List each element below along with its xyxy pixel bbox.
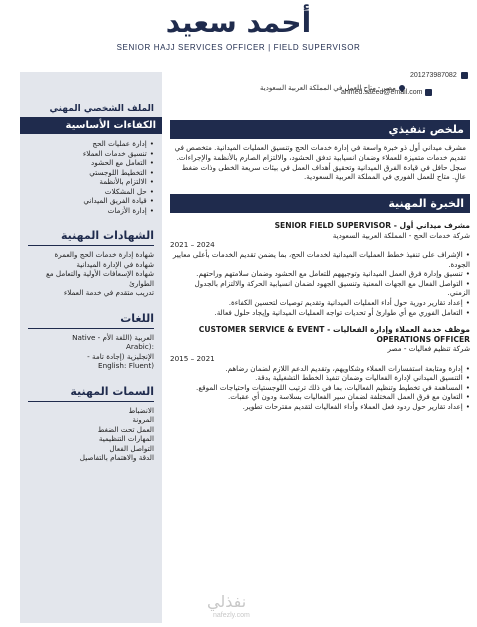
list-item: • إعداد تقارير دورية حول أداء العمليات الميدانية وتقديم توصيات لتحسين الكفاءة. <box>170 298 470 308</box>
experience-header: الخبرة المهنية <box>170 194 470 213</box>
certificate-item: تدريب متقدم في خدمة العملاء <box>63 288 154 297</box>
job-bullets <box>170 364 470 412</box>
location-text: مصر - متاح للعمل في المملكة العربية السعودية <box>260 85 396 92</box>
trait-item: الانضباط <box>128 405 154 415</box>
main-content <box>170 120 470 411</box>
certificate-item: شهادة في الإدارة الميدانية <box>76 259 154 269</box>
traits-title: السمات المهنية <box>70 384 154 398</box>
job-org: شركة خدمات الحج - المملكة العربية السعودية <box>332 230 470 240</box>
resume-header <box>0 0 477 66</box>
job-title: مشرف ميداني أول - SENIOR FIELD SUPERVISOR <box>274 221 470 231</box>
trait-item: المرونة <box>132 415 154 424</box>
mail-icon <box>425 89 432 96</box>
job-subtitle: SENIOR HAJJ SERVICES OFFICER | FIELD SUPERVISOR <box>116 43 361 52</box>
job-title: موظف خدمة العملاء وإدارة الفعاليات - CUSTOMER SERVICE & EVENT OPERATIONS OFFICER <box>198 325 470 344</box>
job-org: شركة تنظيم فعاليات - مصر <box>387 344 470 354</box>
list-item: • التواصل الفعال مع الجهات المعنية وتنسيق الجهود لضمان انسيابية الحركة والالتزام بالجدول الزمني. <box>170 279 470 298</box>
phone-icon <box>461 72 468 79</box>
job-date: 2015 – 2021 <box>170 353 215 363</box>
list-item: • التعامل مع الحشود <box>28 158 154 168</box>
job-entry <box>170 325 470 411</box>
contact-info <box>260 72 470 92</box>
trait-item: العمل تحت الضغط <box>97 424 154 434</box>
list-item: • المساهمة في تخطيط وتنظيم الفعاليات، بما في ذلك ترتيب اللوجستيات واحتياجات الموقع. <box>170 383 470 393</box>
job-bullets <box>170 250 470 317</box>
list-item: • حل المشكلات <box>28 187 154 197</box>
profile-title: الملف الشخصي المهني <box>49 104 154 114</box>
section-divider <box>28 401 154 402</box>
list-item: • التنسيق الميداني لإدارة الفعاليات وضمان تنفيذ الخطط التشغيلية بدقة. <box>170 373 470 383</box>
watermark-logo: نفذلي <box>207 592 247 611</box>
certificate-item: شهادة إدارة خدمات الحج والعمرة <box>54 250 154 259</box>
watermark-url: nafezly.com <box>213 612 250 619</box>
list-item: • إدارة ومتابعة استفسارات العملاء وشكاويهم، وتقديم الدعم اللازم لضمان رضاهم. <box>170 364 470 374</box>
job-entry <box>170 221 470 317</box>
summary-header: ملخص تنفيذي <box>170 120 470 139</box>
email-row <box>341 89 432 96</box>
trait-item: التواصل الفعال <box>109 443 154 453</box>
summary-text: مشرف ميداني أول ذو خبرة واسعة في إدارة خدمات الحج وتنسيق العمليات الميدانية. متخصص في تقديم خدمات متميزة للعملاء وضمان انسيابية تدفق الحشود، والالتزام الصارم بالأنظمة والإجراءات. سجل حافل في قيادة الفرق الميدانية وتحقيق أهداف العمل في بيئات سريعة الخطى وذات ضغط عالٍ. متاح للعمل الفوري في المملكة العربية السعودية. <box>174 143 466 182</box>
phone-number: 201273987082 <box>410 72 457 79</box>
section-divider <box>28 245 154 246</box>
list-item: • إدارة عمليات الحج <box>28 139 154 149</box>
section-divider <box>28 328 154 329</box>
competencies-list <box>28 139 154 215</box>
list-item: • التعامل الفوري مع أي طوارئ أو تحديات تواجه العمليات الميدانية وإيجاد حلول فعالة. <box>170 308 470 318</box>
language-item: العربية (اللغة الأم - Native <box>72 332 154 342</box>
list-item: • الإشراف على تنفيذ خطط العمليات الميدانية لخدمات الحج، بما يضمن تقديم الخدمات بأعلى معايير الجودة. <box>170 250 470 269</box>
job-date: 2021 – 2024 <box>170 240 215 250</box>
certificate-item: شهادة الإسعافات الأولية والتعامل مع الطوارئ <box>45 269 154 288</box>
candidate-name: أحمد سعيد <box>165 6 312 39</box>
language-item: الإنجليزية (إجادة تامة - <box>87 351 154 361</box>
languages-title: اللغات <box>120 311 154 325</box>
list-item: • قيادة الفريق الميداني <box>28 196 154 206</box>
list-item: • إدارة الأزمات <box>28 206 154 216</box>
certificates-title: الشهادات المهنية <box>61 229 154 242</box>
email-text[interactable]: ahmed.saeed@email.com <box>341 89 423 96</box>
language-item: :(Arabic <box>125 342 154 351</box>
sidebar <box>20 72 162 623</box>
trait-item: الدقة والاهتمام بالتفاصيل <box>79 453 154 462</box>
list-item: • إعداد تقارير حول ردود فعل العملاء وأداء الفعاليات لتقديم مقترحات تطوير. <box>170 402 470 412</box>
trait-item: المهارات التنظيمية <box>98 434 154 443</box>
list-item: • تنسيق خدمات العملاء <box>28 149 154 159</box>
list-item: • التعاون مع فرق العمل المختلفة لضمان سير الفعاليات بسلاسة ودون أي عقبات. <box>170 392 470 402</box>
list-item: • الالتزام بالأنظمة <box>28 177 154 187</box>
competencies-header: الكفاءات الأساسية <box>20 117 162 134</box>
list-item: • التخطيط اللوجستي <box>28 168 154 178</box>
language-item: (English: Fluent <box>98 361 154 370</box>
list-item: • تنسيق وإدارة فرق العمل الميدانية وتوجيههم للتعامل مع الحشود وضمان سلامتهم وراحتهم. <box>170 269 470 279</box>
